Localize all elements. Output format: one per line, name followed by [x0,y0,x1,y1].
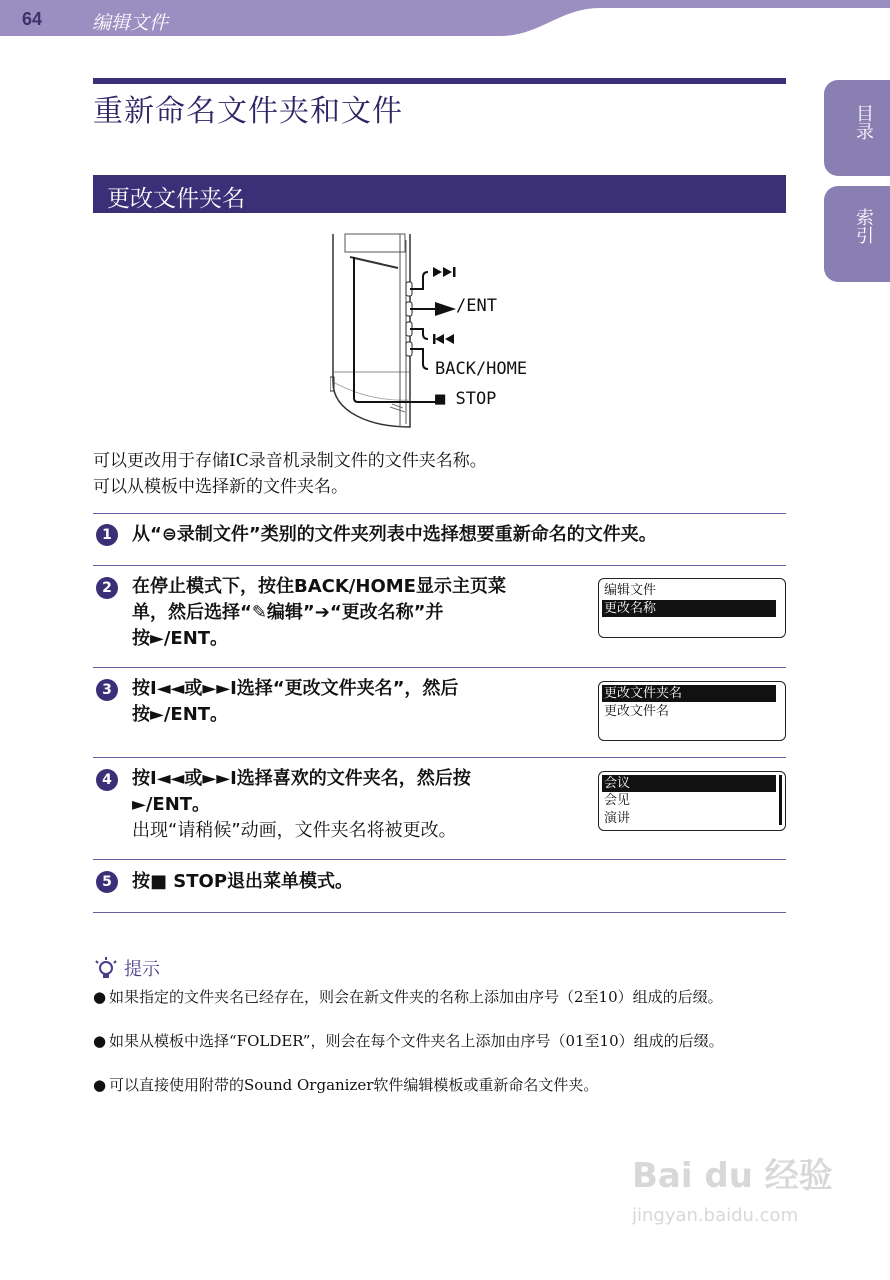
step-2-text [132,574,506,652]
tip-text: 如果指定的文件夹名已经存在，则会在新文件夹的名称上添加由序号（2至10）组成的后缀。 [109,988,723,1006]
tips-heading: 提示 [124,959,160,980]
step-line: 按I◄◄或►►I选择“更改文件夹名”，然后 [132,678,459,699]
menu-screen-edit [598,578,786,638]
step-line: 按►/ENT。 [132,704,229,725]
step-line: 按■ STOP退出菜单模式。 [132,871,354,892]
step-line: 按I◄◄或►►I选择喜欢的文件夹名，然后按 [132,768,471,789]
step-1-text [132,522,657,548]
tip-item: ● 如果指定的文件夹名已经存在，则会在新文件夹的名称上添加由序号（2至10）组成的后缀。 [93,987,783,1027]
divider [93,757,786,758]
step-line: 在停止模式下，按住BACK/HOME显示主页菜 [132,576,506,597]
step-note: 出现“请稍候”动画，文件夹名将被更改。 [132,820,457,841]
subhead-bar [93,175,786,213]
label-back-home: BACK/HOME [435,359,528,379]
step-number: 4 [96,769,118,791]
tip-text: 如果从模板中选择“FOLDER”，则会在每个文件夹名上添加由序号（01至10）组成的后缀。 [109,1032,724,1050]
tab-table-of-contents[interactable] [824,80,890,176]
step-line: ►/ENT。 [132,794,211,815]
page-number: 64 [22,9,43,29]
intro-line: 可以从模板中选择新的文件夹名。 [93,477,348,497]
screen-item-selected: 更改名称 [602,600,776,617]
step-4-text [132,766,471,844]
section-name: 编辑文件 [92,12,169,34]
divider [93,859,786,860]
step-number: 2 [96,577,118,599]
menu-screen-folder-list [598,771,786,831]
watermark-url: jingyan.baidu.com [632,1205,799,1226]
label-stop: ■ STOP [435,389,497,409]
tip-item: ● 如果从模板中选择“FOLDER”，则会在每个文件夹名上添加由序号（01至10）组成的后缀。 [93,1031,783,1071]
step-3-text [132,676,458,728]
divider [93,912,786,913]
watermark-brand: Bai du 经验 [632,1156,833,1196]
intro-line: 可以更改用于存储IC录音机录制文件的文件夹名称。 [93,451,487,471]
step-number: 3 [96,679,118,701]
baidu-watermark [632,1148,833,1226]
screen-item-selected: 会议 [602,775,776,792]
step-5-text [132,869,353,895]
screen-item: 更改文件名 [604,704,670,719]
tip-text: 可以直接使用附带的Sound Organizer软件编辑模板或重新命名文件夹。 [109,1076,599,1094]
step-number: 1 [96,524,118,546]
screen-item-selected: 更改文件夹名 [602,685,776,702]
divider [93,513,786,514]
screen-scrollbar [779,775,782,825]
page-title: 重新命名文件夹和文件 [93,94,403,129]
menu-screen-rename [598,681,786,741]
step-line: 按►/ENT。 [132,628,229,649]
title-rule [93,78,786,84]
subhead-title: 更改文件夹名 [107,186,245,212]
screen-item: 会见 [604,793,631,808]
screen-item: 编辑文件 [604,583,657,598]
lightbulb-icon [93,956,119,982]
step-line: 单，然后选择“✎编辑”➔“更改名称”并 [132,602,444,623]
step-number: 5 [96,871,118,893]
divider [93,565,786,566]
tab-index[interactable] [824,186,890,282]
device-illustration [330,232,530,432]
step-line: 从“⊜录制文件”类别的文件夹列表中选择想要重新命名的文件夹。 [132,524,657,545]
tab-index-label: 索引 [853,208,874,244]
screen-item: 演讲 [604,811,631,826]
divider [93,667,786,668]
label-play-ent: /ENT [456,296,497,316]
intro-text [93,448,487,500]
tip-item: ● 可以直接使用附带的Sound Organizer软件编辑模板或重新命名文件夹。 [93,1075,783,1095]
tab-toc-label: 目录 [853,104,874,140]
